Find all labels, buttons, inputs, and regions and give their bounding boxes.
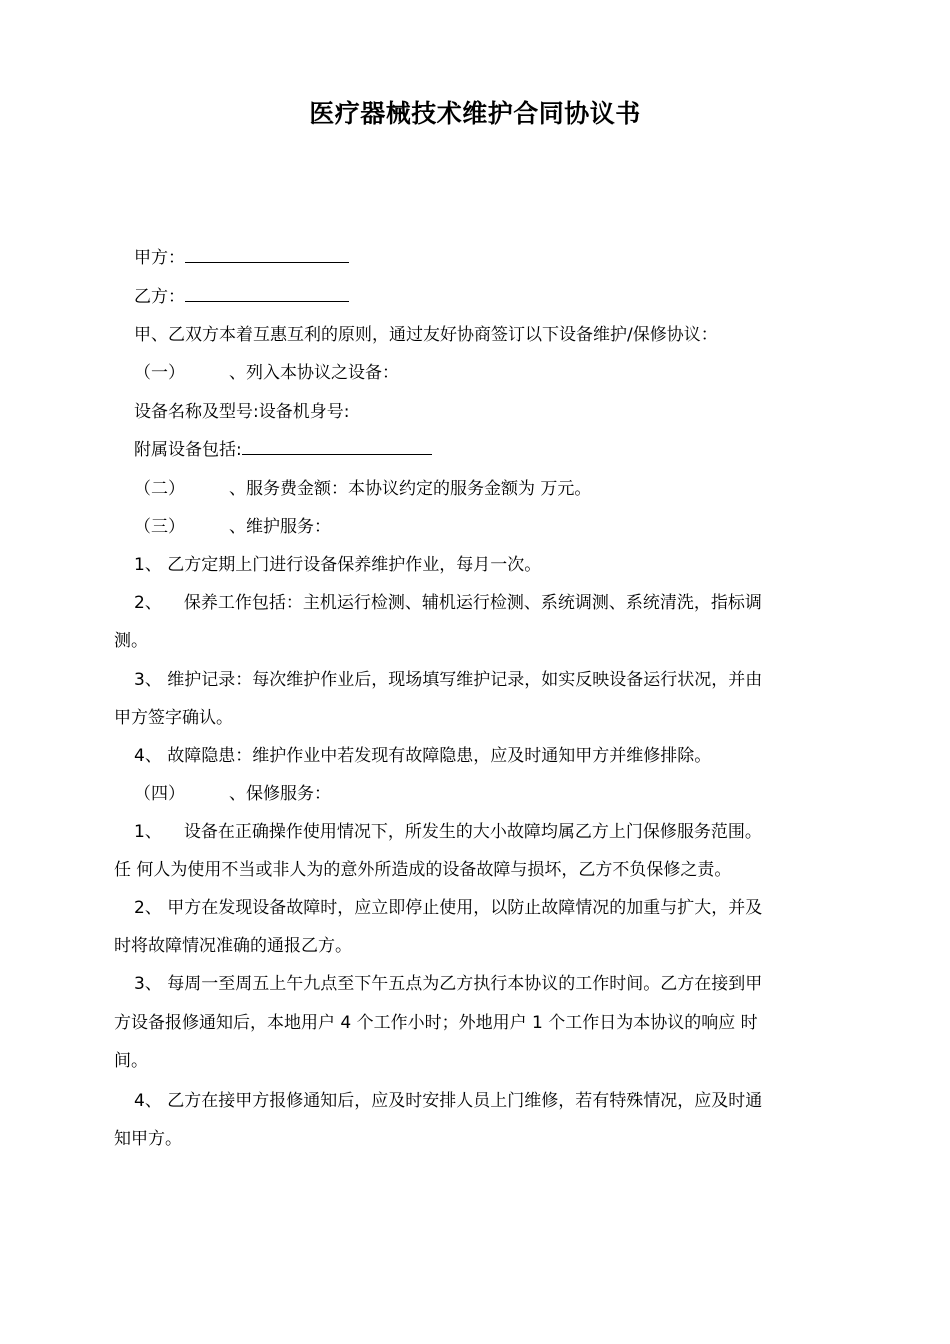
section-2-heading (134, 478, 591, 500)
section-2-number: （二） (134, 479, 185, 499)
s4-item-2-continued: 时将故障情况准确的通报乙方。 (114, 936, 352, 956)
document-title: 医疗器械技术维护合同协议书 (309, 99, 641, 128)
s3-item-1: 1、 乙方定期上门进行设备保养维护作业，每月一次。 (134, 555, 542, 575)
s3-item-2-text: 保养工作包括：主机运行检测、辅机运行检测、系统调测、系统清洗，指标调 (183, 593, 762, 613)
section-4-number: （四） (134, 784, 185, 804)
s4-item-3-continued-2: 间。 (114, 1051, 148, 1071)
s4-item-4-continued: 知甲方。 (114, 1129, 182, 1149)
s3-item-4: 4、 故障隐患：维护作业中若发现有故障隐患，应及时通知甲方并维修排除。 (134, 746, 712, 766)
party-a-line (134, 247, 349, 269)
section-3-heading (134, 516, 331, 538)
party-b-line (134, 286, 349, 308)
s3-item-2 (134, 592, 762, 614)
intro-paragraph: 甲、乙双方本着互惠互利的原则，通过友好协商签订以下设备维护/保修协议： (134, 325, 718, 345)
section-3-title: 、维护服务： (229, 517, 331, 537)
party-a-blank (185, 248, 349, 263)
s4-item-4: 4、 乙方在接甲方报修通知后，应及时安排人员上门维修，若有特殊情况，应及时通 (134, 1091, 763, 1111)
accessories-label: 附属设备包括: (134, 440, 242, 460)
s4-item-1-continued: 任 何人为使用不当或非人为的意外所造成的设备故障与损坏，乙方不负保修之责。 (114, 860, 732, 880)
s3-item-2-number: 2、 (134, 593, 162, 613)
device-name-line: 设备名称及型号:设备机身号: (134, 402, 350, 422)
s3-item-3-continued: 甲方签字确认。 (114, 708, 233, 728)
section-1-title: 、列入本协议之设备： (229, 363, 399, 383)
s3-item-2-continued: 测。 (114, 631, 148, 651)
party-b-label: 乙方： (134, 287, 185, 307)
s4-item-1-text: 设备在正确操作使用情况下，所发生的大小故障均属乙方上门保修服务范围。 (183, 822, 762, 842)
party-b-blank (185, 287, 349, 302)
accessories-blank (242, 440, 432, 455)
section-3-number: （三） (134, 517, 185, 537)
section-2-title: 、服务费金额：本协议约定的服务金额为 万元。 (229, 479, 592, 499)
s4-item-1-number: 1、 (134, 822, 162, 842)
section-4-title: 、保修服务： (229, 784, 331, 804)
s4-item-3-continued: 方设备报修通知后，本地用户 4 个工作小时；外地用户 1 个工作日为本协议的响应 时 (114, 1013, 758, 1033)
s3-item-3: 3、 维护记录：每次维护作业后，现场填写维护记录，如实反映设备运行状况，并由 (134, 670, 763, 690)
section-1-number: （一） (134, 363, 185, 383)
s4-item-2: 2、 甲方在发现设备故障时，应立即停止使用，以防止故障情况的加重与扩大，并及 (134, 898, 763, 918)
section-4-heading (134, 783, 331, 805)
accessories-line (134, 439, 432, 461)
party-a-label: 甲方： (134, 248, 185, 268)
section-1-heading (134, 362, 399, 384)
s4-item-3: 3、 每周一至周五上午九点至下午五点为乙方执行本协议的工作时间。乙方在接到甲 (134, 974, 763, 994)
s4-item-1 (134, 821, 762, 843)
